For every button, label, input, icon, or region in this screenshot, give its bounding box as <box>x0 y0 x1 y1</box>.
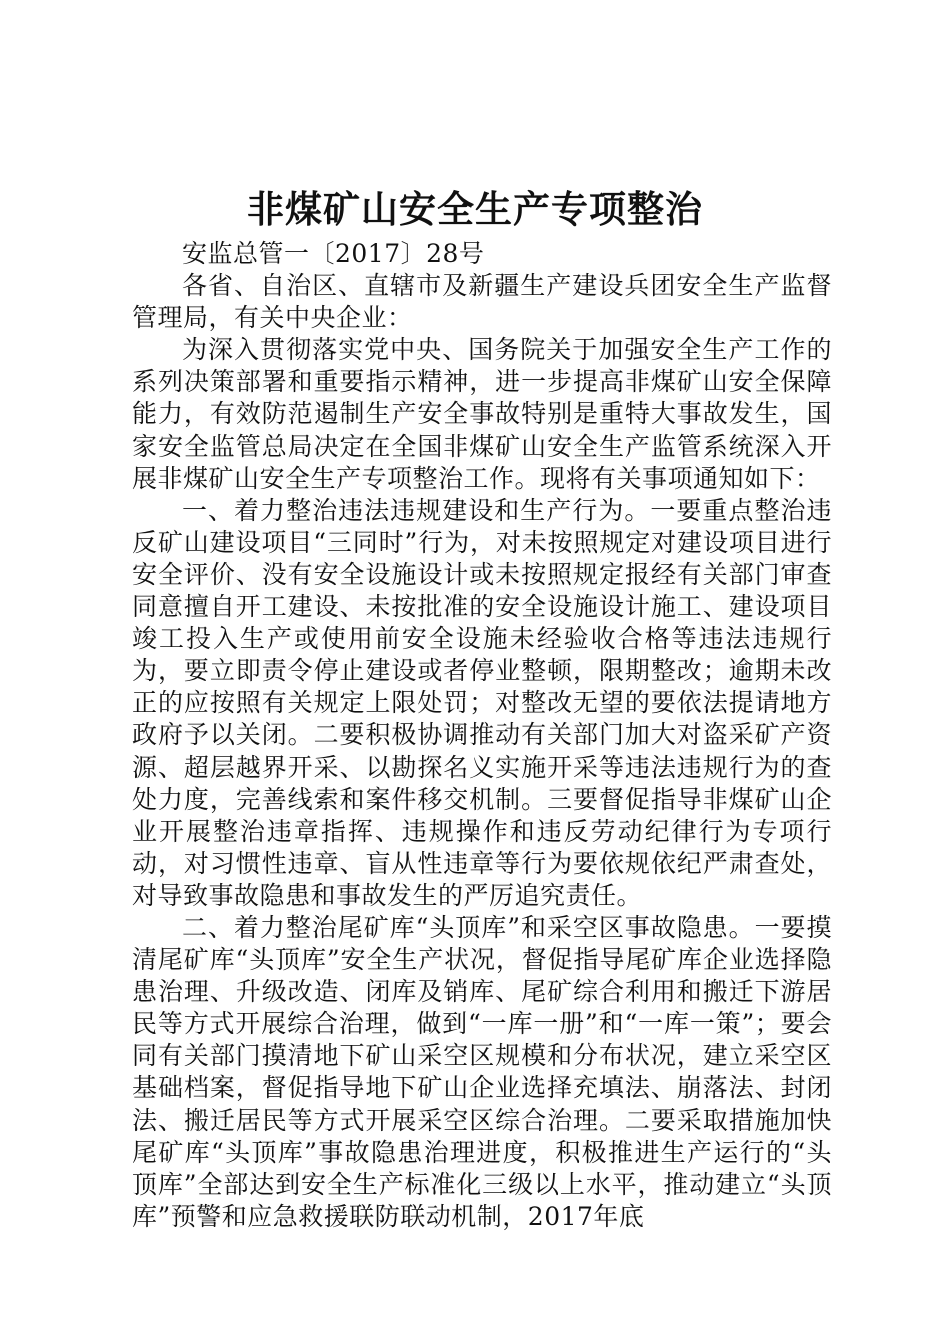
document-addressee: 各省、自治区、直辖市及新疆生产建设兵团安全生产监督管理局，有关中央企业： <box>132 271 832 333</box>
document-paragraph-section-2: 二、着力整治尾矿库“头顶库”和采空区事故隐患。一要摸清尾矿库“头顶库”安全生产状况，督促指导尾矿库企业选择隐患治理、升级改造、闭库及销库、尾矿综合利用和搬迁下游居民等方式开展综合治理，做到“一库一册”和“一库一策”；要会同有关部门摸清地下矿山采空区规模和分布状况，建立采空区基础档案，督促指导地下矿山企业选择充填法、崩落法、封闭法、搬迁居民等方式开展采空区综合治理。二要采取措施加快尾矿库“头顶库”事故隐患治理进度，积极推进生产运行的“头顶库”全部达到安全生产标准化三级以上水平，推动建立“头顶库”预警和应急救援联防联动机制，2017年底 <box>132 912 832 1231</box>
document-title: 非煤矿山安全生产专项整治 <box>247 188 703 231</box>
document-paragraph-section-1: 一、着力整治违法违规建设和生产行为。一要重点整治违反矿山建设项目“三同时”行为，对未按照规定对建设项目进行安全评价、没有安全设施设计或未按照规定报经有关部门审查同意擅自开工建设、未按批准的安全设施设计施工、建设项目竣工投入生产或使用前安全设施未经验收合格等违法违规行为，要立即责令停止建设或者停业整顿，限期整改；逾期未改正的应按照有关规定上限处罚；对整改无望的要依法提请地方政府予以关闭。二要积极协调推动有关部门加大对盗采矿产资源、超层越界开采、以勘探名义实施开采等违法违规行为的查处力度，完善线索和案件移交机制。三要督促指导非煤矿山企业开展整治违章指挥、违规操作和违反劳动纪律行为专项行动，对习惯性违章、盲从性违章等行为要依规依纪严肃查处，对导致事故隐患和事故发生的严厉追究责任。 <box>132 495 832 910</box>
document-paragraph-intro: 为深入贯彻落实党中央、国务院关于加强安全生产工作的系列决策部署和重要指示精神，进一步提高非煤矿山安全保障能力，有效防范遏制生产安全事故特别是重特大事故发生，国家安全监管总局决定在全国非煤矿山安全生产监管系统深入开展非煤矿山安全生产专项整治工作。现将有关事项通知如下： <box>132 335 832 493</box>
document-body <box>132 238 832 1233</box>
document-reference-number: 安监总管一〔2017〕28号 <box>182 239 485 268</box>
